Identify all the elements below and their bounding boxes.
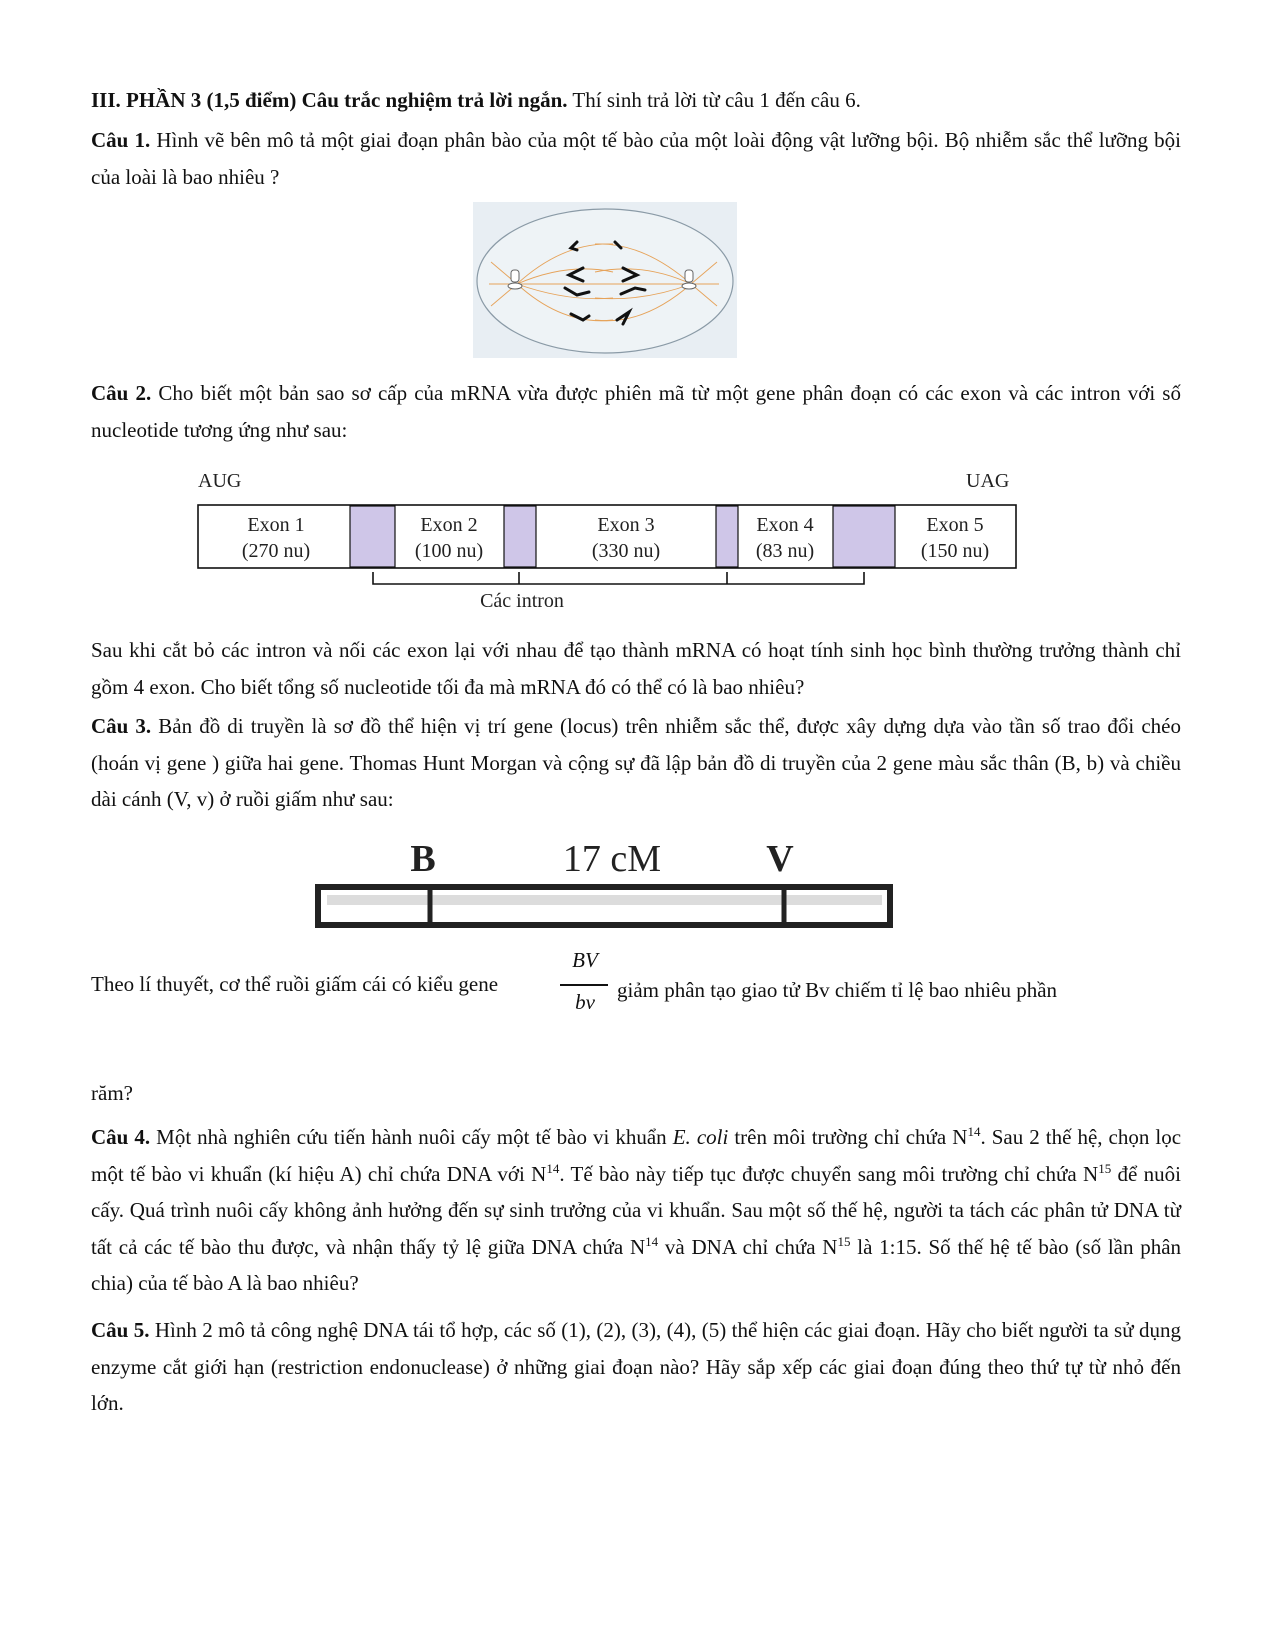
isotope-n14: $N^{14}$ bbox=[629, 1233, 659, 1259]
question-2-text: Cho biết một bản sao sơ cấp của mRNA vừa được phiên mã từ một gene phân đoạn có các exon và các intron với số nucleotide tương ứng như sau: bbox=[91, 381, 1181, 442]
question-2-followup-text: Sau khi cắt bỏ các intron và nối các exon lại với nhau để tạo thành mRNA có hoạt tính sinh học bình thường trưởng thành chỉ gồm 4 exon. Cho biết tổng số nucleotide tối đa mà mRNA đó có thể có là bao nhiêu? bbox=[91, 638, 1181, 699]
intron-3 bbox=[716, 506, 738, 567]
isotope-n15: $N^{15}$ bbox=[822, 1233, 851, 1259]
question-3-prompt-start: Theo lí thuyết, cơ thể ruồi giấm cái có kiểu gene bbox=[91, 972, 499, 996]
isotope-n14: $N^{14}$ bbox=[531, 1160, 560, 1186]
section-header bbox=[91, 82, 1181, 119]
question-5-text: Hình 2 mô tả công nghệ DNA tái tổ hợp, các số (1), (2), (3), (4), (5) thể hiện các giai đoạn. Hãy cho biết người ta sử dụng enzyme cắt giới hạn (restriction endonuclease) ở những giai đoạn nào? Hãy sắp xếp các giai đoạn đúng theo thứ tự từ nhỏ đến lớn. bbox=[91, 1318, 1181, 1415]
question-3-prompt-end: giảm phân tạo giao tử Bv chiếm tỉ lệ bao nhiêu phần bbox=[617, 978, 1058, 1002]
question-2-label: Câu 2. bbox=[91, 381, 152, 405]
exon-3-name: Exon 3 bbox=[597, 514, 655, 536]
species-name: E. coli bbox=[672, 1125, 729, 1149]
question-3-prompt-tail: răm? bbox=[91, 1081, 133, 1105]
genetic-map bbox=[310, 835, 900, 935]
intron-label: Các intron bbox=[480, 590, 564, 612]
question-1-text: Hình vẽ bên mô tả một giai đoạn phân bào của một tế bào của một loài động vật lưỡng bội. Bộ nhiễm sắc thể lưỡng bội của loài là bao nhiêu ? bbox=[91, 128, 1181, 189]
genotype-numerator: BV bbox=[572, 948, 598, 972]
cell-division-figure bbox=[473, 202, 737, 358]
question-2 bbox=[91, 375, 1181, 448]
exon-1-length: (270 nu) bbox=[241, 540, 311, 562]
question-3-label: Câu 3. bbox=[91, 714, 152, 738]
exon-4-length: (83 nu) bbox=[755, 540, 815, 562]
stop-codon-label: UAG bbox=[966, 470, 1010, 492]
question-1 bbox=[91, 122, 1181, 195]
exon-2-name: Exon 2 bbox=[420, 514, 478, 536]
question-4: Câu 4. Một nhà nghiên cứu tiến hành nuôi cấy một tế bào vi khuẩn E. coli trên môi trường chỉ chứa $N^{14}$. Sau 2 thế hệ, chọn lọc một tế bào vi khuẩn (kí hiệu A) chỉ chứa DNA với $N^{14}$. Tế bào này tiếp tục được chuyển sang môi trường chỉ chứa $N^{15}$ để nuôi cấy. Quá trình nuôi cấy không ảnh hưởng đến sự sinh trưởng của vi khuẩn. Sau một số thế hệ, người ta tách các phân tử DNA từ tất cả các tế bào thu được, và nhận thấy tỷ lệ giữa DNA chứa $N^{14}$ và DNA chỉ chứa $N^{15}$ là 1:15. Số thế hệ tế bào (số lần phân chia) của tế bào A là bao nhiêu? bbox=[91, 1124, 1182, 1295]
intron-bracket bbox=[373, 572, 864, 584]
exon-1-name: Exon 1 bbox=[247, 514, 305, 536]
question-2-followup bbox=[91, 632, 1181, 705]
isotope-n15: $N^{15}$ bbox=[1083, 1160, 1112, 1186]
gene-b-label: B bbox=[410, 838, 436, 880]
intron-4 bbox=[833, 506, 895, 567]
map-distance: 17 cM bbox=[562, 838, 662, 880]
exon-intron-diagram bbox=[190, 465, 1030, 615]
isotope-n14: $N^{14}$ bbox=[952, 1124, 981, 1149]
question-4-label: Câu 4. bbox=[91, 1125, 151, 1149]
chromosome-shading bbox=[327, 895, 882, 905]
gene-v-label: V bbox=[766, 838, 794, 880]
section-instruction: Thí sinh trả lời từ câu 1 đến câu 6. bbox=[572, 88, 861, 112]
exon-5-length: (150 nu) bbox=[920, 540, 990, 562]
question-5-label: Câu 5. bbox=[91, 1318, 150, 1342]
dna-ratio: 1:15 bbox=[879, 1234, 917, 1259]
question-3-text: Bản đồ di truyền là sơ đồ thể hiện vị trí gene (locus) trên nhiễm sắc thể, được xây dựng dựa vào tần số trao đổi chéo (hoán vị gene ) giữa hai gene. Thomas Hunt Morgan và cộng sự đã lập bản đồ di truyền của 2 gene màu sắc thân (B, b) và chiều dài cánh (V, v) ở ruồi giấm như sau: bbox=[91, 714, 1181, 811]
exon-2-length: (100 nu) bbox=[414, 540, 484, 562]
exon-4-name: Exon 4 bbox=[756, 514, 814, 536]
genotype-denominator: bv bbox=[575, 990, 595, 1014]
chromosome-bar bbox=[318, 887, 890, 925]
intron-1 bbox=[350, 506, 395, 567]
question-5 bbox=[91, 1312, 1181, 1422]
question-1-label: Câu 1. bbox=[91, 128, 151, 152]
exon-3-length: (330 nu) bbox=[591, 540, 661, 562]
section-title: III. PHẦN 3 (1,5 điểm) Câu trắc nghiệm trả lời ngắn. bbox=[91, 88, 568, 112]
exon-5-name: Exon 5 bbox=[926, 514, 984, 536]
question-3 bbox=[91, 708, 1181, 818]
fraction-bar bbox=[560, 984, 608, 986]
intron-2 bbox=[504, 506, 536, 567]
start-codon-label: AUG bbox=[198, 470, 242, 492]
